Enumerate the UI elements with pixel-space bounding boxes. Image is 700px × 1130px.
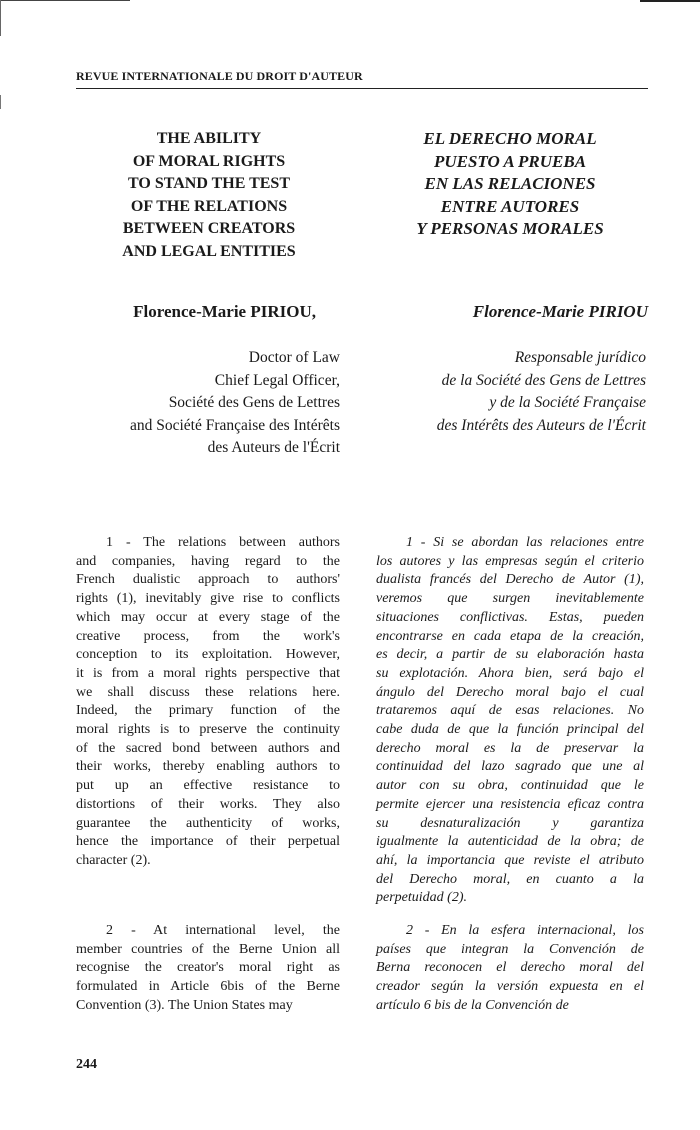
paragraph-line: French dualistic approach to authors' <box>76 572 340 588</box>
paragraph-line: rights (1), inevitably give rise to conflicts <box>76 591 340 607</box>
paragraph-line: autor con su obra, continuidad que le <box>376 778 644 794</box>
paragraph-line: hence the importance of their perpetual <box>76 834 340 850</box>
paragraph-line: encontrarse en cada etapa de la creación, <box>376 628 644 644</box>
running-head: REVUE INTERNATIONALE DU DROIT D'AUTEUR <box>76 69 363 83</box>
affiliation-spanish <box>376 347 646 437</box>
scan-edge-mark <box>0 95 1 109</box>
paragraph-line: 2 - En la esfera internacional, los <box>406 923 644 938</box>
author-english: Florence-Marie PIRIOU, <box>133 302 316 321</box>
title-line: EL DERECHO MORAL <box>423 129 597 148</box>
page-number: 244 <box>76 1057 97 1072</box>
paragraph-line: we shall discuss these relations here. <box>76 684 340 700</box>
paragraph-line: trataremos aquí de esas relaciones. No <box>376 703 644 719</box>
paragraph-line: put up an effective resistance to <box>76 778 340 794</box>
affiliation-line: Chief Legal Officer, <box>214 371 340 389</box>
paragraph-line: los autores y las empresas según el criterio <box>376 553 644 569</box>
paragraph-line: of the sacred bond between authors and <box>76 740 340 756</box>
affiliation-line: y de la Société Française <box>489 394 646 411</box>
paragraph-line: formulated in Article 6bis of the Berne <box>76 979 340 995</box>
title-english <box>96 128 322 263</box>
paragraph-line: moral rights is to preserve the continuity <box>76 722 340 738</box>
paragraph-line: su desnaturalización y garantiza <box>376 815 644 831</box>
paragraph-line: it is from a moral rights perspective that <box>76 665 340 681</box>
paragraph-line: conception to its exploitation. However, <box>76 647 340 663</box>
paragraph-line: situaciones conflictivas. Estas, pueden <box>376 609 644 625</box>
paragraph-line: and companies, having regard to the <box>76 553 340 569</box>
paragraph-line: guarantee the authenticity of works, <box>76 815 340 831</box>
affiliation-line: and Société Française des Intérêts <box>129 416 340 434</box>
paragraph-line: 1 - The relations between authors <box>106 535 340 550</box>
paragraph-2-english <box>76 922 340 1016</box>
paragraph-line: es decir, a partir de su elaboración hasta <box>376 647 644 663</box>
title-line: EN LAS RELACIONES <box>424 174 596 193</box>
affiliation-line: des Auteurs de l'Écrit <box>207 439 340 456</box>
paragraph-line: veremos que surgen inevitablemente <box>376 591 644 607</box>
paragraph-line: ángulo del Derecho moral bajo el cual <box>376 684 644 700</box>
paragraph-line: creative process, from the work's <box>76 628 340 644</box>
paragraph-line: Indeed, the primary function of the <box>76 703 340 719</box>
paragraph-line: creador según la versión expuesta en el <box>376 979 644 995</box>
header-rule <box>76 88 648 89</box>
paragraph-line: their works, thereby enabling authors to <box>76 759 340 775</box>
title-line: OF MORAL RIGHTS <box>132 152 286 170</box>
scan-edge-line <box>640 0 700 2</box>
affiliation-line: des Intérêts des Auteurs de l'Écrit <box>436 416 646 434</box>
affiliation-line: Société des Gens de Lettres <box>168 394 340 411</box>
paragraph-1-spanish <box>376 534 644 908</box>
paragraph-line: artículo 6 bis de la Convención de <box>376 997 569 1013</box>
paragraph-line: derecho moral es la de preservar la <box>376 740 644 756</box>
paragraph-line: ahí, la importancia que reviste el atributo <box>376 852 644 868</box>
paragraph-line: países que integran la Convención de <box>376 941 644 957</box>
title-line: TO STAND THE TEST <box>128 175 290 192</box>
paragraph-1-english <box>76 534 340 871</box>
paragraph-line: su explotación. Ahora bien, será bajo el <box>376 665 644 681</box>
affiliation-line: de la Société des Gens de Lettres <box>441 371 646 389</box>
title-line: Y PERSONAS MORALES <box>416 219 604 238</box>
title-line: ENTRE AUTORES <box>440 196 580 216</box>
paragraph-line: distortions of their works. They also <box>76 796 340 812</box>
title-line: PUESTO A PRUEBA <box>433 151 587 171</box>
title-spanish <box>392 128 628 241</box>
paragraph-line: which may occur at every stage of the <box>76 609 340 625</box>
paragraph-line: Convention (3). The Union States may <box>76 997 293 1013</box>
paragraph-line: del Derecho moral, en cuanto a la <box>376 871 644 887</box>
title-line: OF THE RELATIONS <box>130 197 288 215</box>
scan-edge-line <box>0 0 1 36</box>
paragraph-line: dualista francés del Derecho de Autor (1), <box>376 572 644 588</box>
paragraph-line: continuidad del lazo sagrado que une al <box>376 759 644 775</box>
title-line: AND LEGAL ENTITIES <box>122 242 296 260</box>
paragraph-line: member countries of the Berne Union all <box>76 941 340 957</box>
paragraph-line: character (2). <box>76 852 151 868</box>
paragraph-line: 2 - At international level, the <box>106 923 340 938</box>
paragraph-line: igualmente la autenticidad de la obra; de <box>376 834 644 850</box>
paragraph-line: cabe duda de que la función principal del <box>376 722 644 738</box>
paragraph-line: Berna reconocen el derecho moral del <box>376 960 644 976</box>
affiliation-english <box>76 347 340 460</box>
author-spanish: Florence-Marie PIRIOU <box>472 302 648 321</box>
paragraph-line: permite ejercer una resistencia eficaz contra <box>376 796 644 812</box>
paragraph-line: perpetuidad (2). <box>376 890 467 906</box>
affiliation-line: Responsable jurídico <box>514 349 646 366</box>
scan-edge-line <box>0 0 130 1</box>
paragraph-line: recognise the creator's moral right as <box>76 960 340 976</box>
paragraph-line: 1 - Si se abordan las relaciones entre <box>406 535 644 550</box>
paragraph-2-spanish <box>376 922 644 1016</box>
title-line: BETWEEN CREATORS <box>122 220 296 237</box>
title-line: THE ABILITY <box>156 130 262 147</box>
affiliation-line: Doctor of Law <box>248 349 340 366</box>
